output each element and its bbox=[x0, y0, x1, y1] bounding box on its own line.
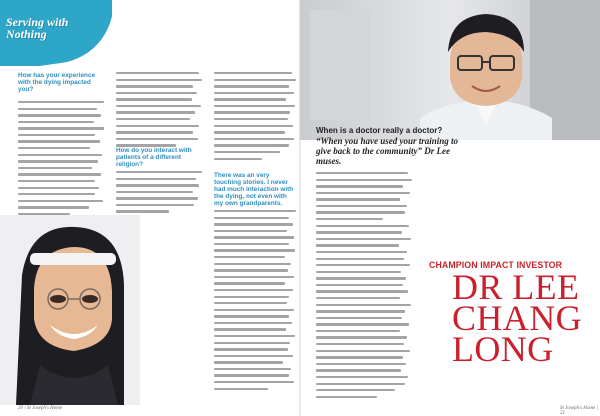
name-line: CHANG bbox=[452, 298, 583, 338]
article-text-block bbox=[18, 101, 104, 219]
nun-portrait-photo bbox=[0, 215, 140, 405]
article-text-block bbox=[214, 72, 296, 164]
name-line: LONG bbox=[452, 329, 554, 369]
column-heading-experience: How has your experience with the dying impacted you? bbox=[18, 72, 96, 93]
doctor-portrait-illustration bbox=[300, 0, 600, 140]
nun-portrait-illustration bbox=[0, 215, 140, 405]
article-text-block bbox=[116, 171, 202, 217]
section-banner bbox=[0, 0, 112, 66]
section-question: When is a doctor really a doctor? bbox=[316, 126, 443, 135]
column-heading-stories: There was an very touching stories. I never had much interaction with the dying, not even with my own grandparents. bbox=[214, 172, 294, 207]
page-folio-left: 20 | St Joseph's Home bbox=[18, 406, 63, 411]
role-heading: CHAMPION IMPACT INVESTOR bbox=[429, 260, 563, 270]
pull-quote: “When you have used your training to give back to the community” Dr Lee muses. bbox=[316, 136, 459, 166]
page-folio-right: St Joseph's Home | 21 bbox=[560, 406, 598, 416]
column-heading-religion: How do you interact with patients of a different religion? bbox=[116, 147, 192, 168]
banner-title: Serving with Nothing bbox=[6, 15, 69, 41]
article-text-block bbox=[214, 210, 296, 394]
article-text-block bbox=[116, 72, 202, 151]
article-text-block bbox=[316, 172, 412, 402]
name-line: DR LEE bbox=[452, 267, 580, 307]
featured-name bbox=[452, 267, 592, 369]
doctor-portrait-photo bbox=[300, 0, 600, 140]
